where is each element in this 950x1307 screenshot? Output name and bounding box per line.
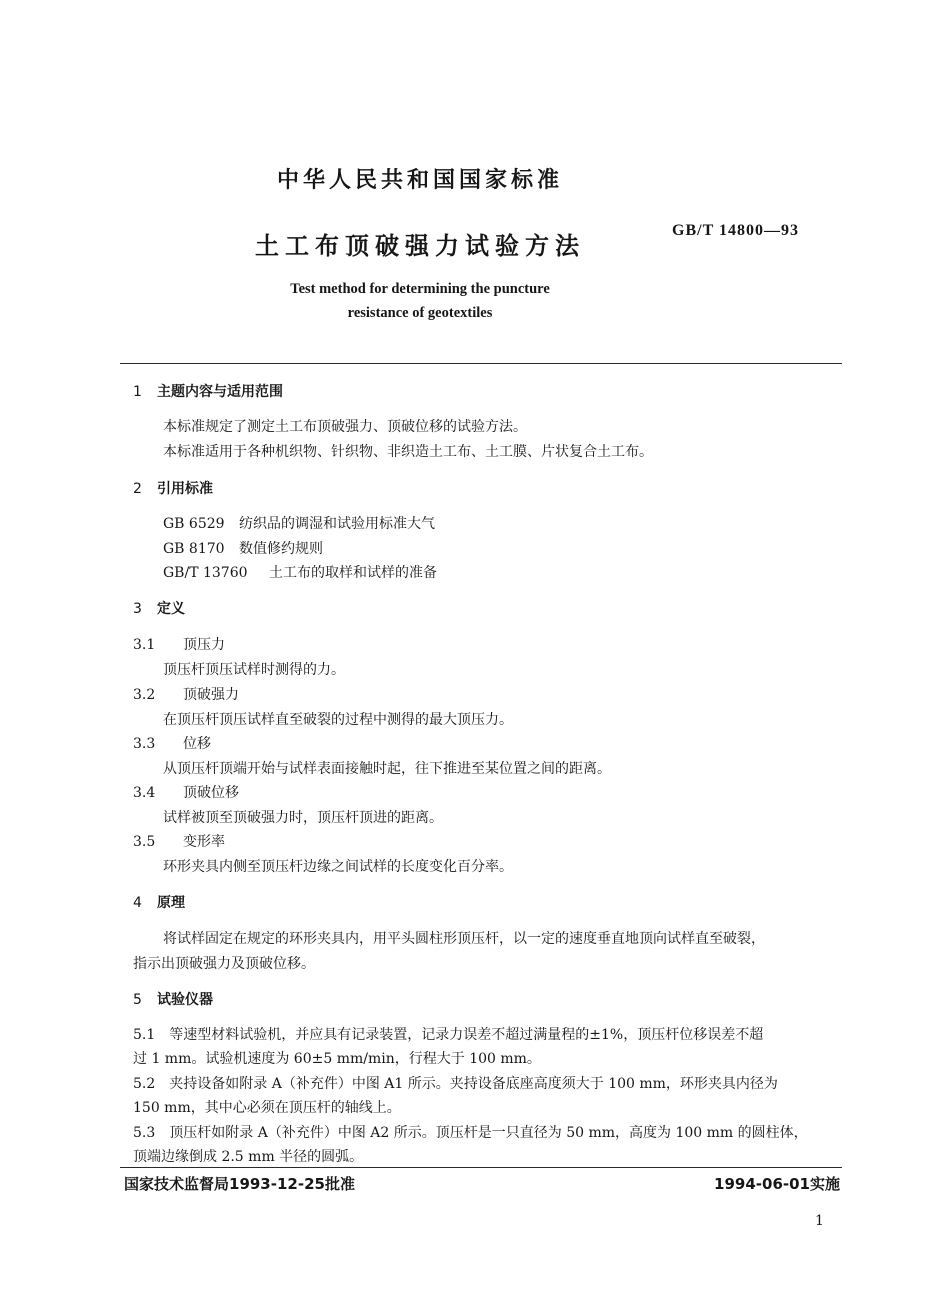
- term: 变形率: [183, 834, 225, 850]
- term: 顶破强力: [183, 687, 239, 703]
- document-title: 土工布顶破强力试验方法: [255, 232, 585, 260]
- english-title-line-1: Test method for determining the puncture: [290, 281, 550, 297]
- effective-date: 1994-06-01实施: [714, 1175, 840, 1193]
- clause-number: 3.1: [133, 637, 156, 653]
- section-3-heading: [133, 598, 185, 618]
- clause-number: 3.2: [133, 687, 156, 703]
- section-title: 主题内容与适用范围: [157, 384, 283, 400]
- paragraph: 本标准规定了测定土工布顶破强力、顶破位移的试验方法。: [163, 419, 527, 435]
- top-divider: [120, 363, 842, 364]
- reference-item: [163, 562, 437, 582]
- term: 位移: [183, 736, 211, 752]
- reference-item: [163, 538, 323, 558]
- clause-number: 3.5: [133, 834, 156, 850]
- section-number: 5: [133, 992, 142, 1008]
- paragraph-line: 5.3 顶压杆如附录 A（补充件）中图 A2 所示。顶压杆是一只直径为 50 mm，高度为 100 mm 的圆柱体，: [133, 1125, 808, 1141]
- definition-text: 环形夹具内侧至顶压杆边缘之间试样的长度变化百分率。: [163, 859, 513, 875]
- section-number: 3: [133, 601, 142, 617]
- term: 顶压力: [183, 637, 225, 653]
- national-standard-heading: 中华人民共和国国家标准: [276, 168, 563, 193]
- section-title: 试验仪器: [157, 992, 213, 1008]
- reference-title: 土工布的取样和试样的准备: [269, 565, 437, 581]
- section-5-heading: [133, 989, 213, 1009]
- section-number: 2: [133, 481, 142, 497]
- paragraph-line: 指示出顶破强力及顶破位移。: [133, 956, 315, 972]
- section-1-heading: [133, 381, 283, 401]
- definition-term: [133, 634, 225, 654]
- bottom-divider: [120, 1167, 842, 1168]
- reference-item: [163, 513, 435, 533]
- paragraph-line: 顶端边缘倒成 2.5 mm 半径的圆弧。: [133, 1149, 364, 1165]
- definition-term: [133, 782, 239, 802]
- definition-term: [133, 733, 211, 753]
- paragraph-line: 5.1 等速型材料试验机，并应具有记录装置，记录力误差不超过满量程的±1%，顶压杆位移误差不超: [133, 1027, 764, 1043]
- definition-text: 试样被顶至顶破强力时，顶压杆顶进的距离。: [163, 810, 443, 826]
- section-title: 引用标准: [157, 481, 213, 497]
- section-2-heading: [133, 478, 213, 498]
- reference-title: 数值修约规则: [239, 541, 323, 557]
- clause-number: 3.4: [133, 785, 156, 801]
- definition-term: [133, 831, 225, 851]
- reference-code: GB 6529: [163, 516, 225, 532]
- section-4-heading: [133, 892, 185, 912]
- definition-term: [133, 684, 239, 704]
- page-number: 1: [815, 1213, 824, 1229]
- definition-text: 顶压杆顶压试样时测得的力。: [163, 662, 345, 678]
- reference-title: 纺织品的调湿和试验用标准大气: [239, 516, 435, 532]
- paragraph-line: 过 1 mm。试验机速度为 60±5 mm/min，行程大于 100 mm。: [133, 1051, 541, 1067]
- section-title: 定义: [157, 601, 185, 617]
- paragraph-line: 将试样固定在规定的环形夹具内，用平头圆柱形顶压杆，以一定的速度垂直地顶向试样直至破裂，: [163, 931, 765, 947]
- section-number: 1: [133, 384, 142, 400]
- paragraph-line: 5.2 夹持设备如附录 A（补充件）中图 A1 所示。夹持设备底座高度须大于 100 mm，环形夹具内径为: [133, 1076, 778, 1092]
- section-number: 4: [133, 895, 142, 911]
- reference-code: GB/T 13760: [163, 565, 248, 581]
- definition-text: 在顶压杆顶压试样直至破裂的过程中测得的最大顶压力。: [163, 712, 513, 728]
- english-title-line-2: resistance of geotextiles: [347, 305, 493, 321]
- approval-date: 国家技术监督局1993-12-25批准: [124, 1175, 355, 1193]
- standard-number: GB/T 14800—93: [672, 222, 799, 239]
- paragraph: 本标准适用于各种机织物、针织物、非织造土工布、土工膜、片状复合土工布。: [163, 444, 653, 460]
- clause-number: 3.3: [133, 736, 156, 752]
- section-title: 原理: [157, 895, 185, 911]
- reference-code: GB 8170: [163, 541, 225, 557]
- definition-text: 从顶压杆顶端开始与试样表面接触时起，往下推进至某位置之间的距离。: [163, 761, 611, 777]
- paragraph-line: 150 mm，其中心必须在顶压杆的轴线上。: [133, 1100, 401, 1116]
- term: 顶破位移: [183, 785, 239, 801]
